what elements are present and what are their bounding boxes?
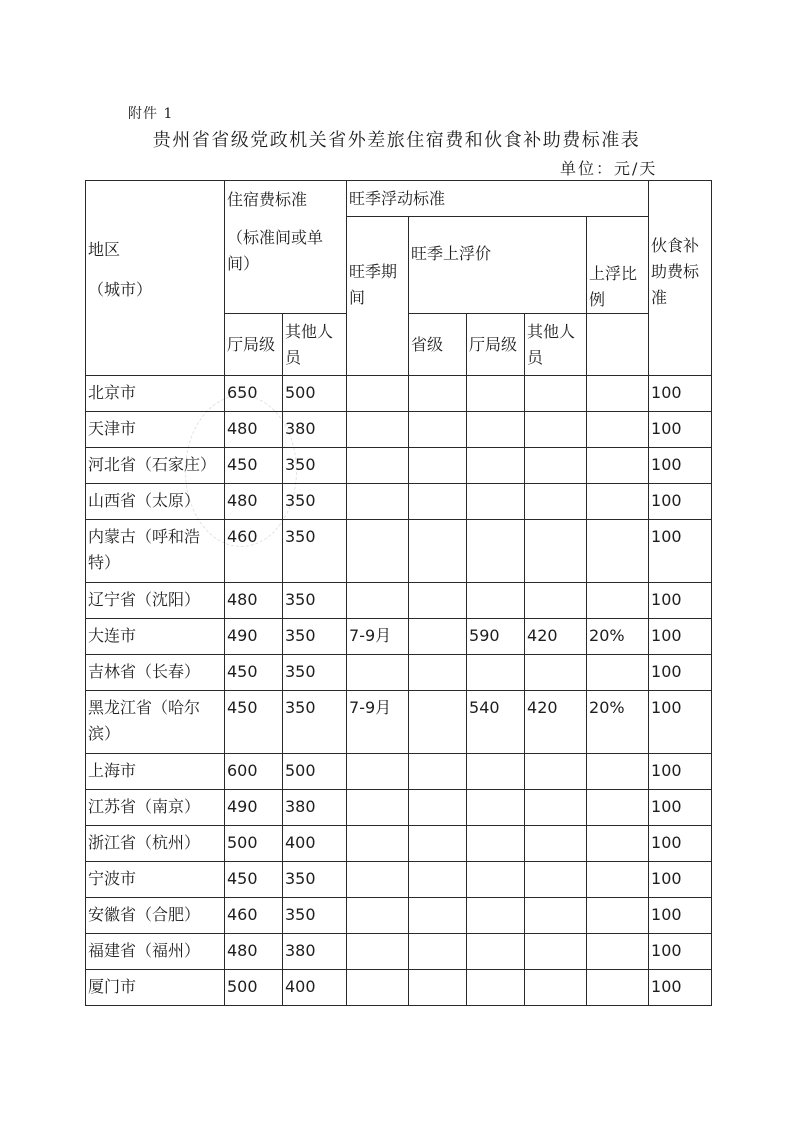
cell-dept-level: 490	[225, 790, 283, 826]
cell-provincial	[409, 934, 467, 970]
cell-peak-period	[347, 826, 409, 862]
cell-others: 350	[283, 898, 347, 934]
cell-peak-others	[525, 934, 587, 970]
cell-peak-period	[347, 376, 409, 412]
cell-others: 380	[283, 790, 347, 826]
cell-float-ratio	[587, 754, 649, 790]
cell-others: 400	[283, 970, 347, 1006]
cell-others: 500	[283, 376, 347, 412]
cell-float-ratio	[587, 448, 649, 484]
cell-peak-dept	[467, 898, 525, 934]
cell-provincial	[409, 583, 467, 619]
cell-peak-dept	[467, 862, 525, 898]
cell-peak-period	[347, 934, 409, 970]
cell-region: 福建省（福州）	[86, 934, 225, 970]
cell-others: 350	[283, 448, 347, 484]
cell-peak-period	[347, 754, 409, 790]
cell-float-ratio	[587, 934, 649, 970]
cell-peak-others	[525, 448, 587, 484]
cell-meal: 100	[649, 790, 712, 826]
cell-region: 北京市	[86, 376, 225, 412]
header-peak-dept: 厅局级	[467, 314, 525, 376]
table-row	[86, 583, 712, 619]
cell-float-ratio	[587, 898, 649, 934]
cell-meal: 100	[649, 826, 712, 862]
cell-region: 内蒙古（呼和浩特）	[86, 520, 225, 583]
table-row	[86, 655, 712, 691]
cell-others: 500	[283, 754, 347, 790]
cell-peak-others	[525, 898, 587, 934]
header-ratio-blank	[587, 314, 649, 376]
attachment-label: 附件 1	[128, 106, 174, 122]
table-row	[86, 826, 712, 862]
cell-others: 350	[283, 484, 347, 520]
cell-peak-dept	[467, 583, 525, 619]
table-row	[86, 484, 712, 520]
cell-provincial	[409, 754, 467, 790]
cell-float-ratio	[587, 970, 649, 1006]
cell-dept-level: 490	[225, 619, 283, 655]
cell-meal: 100	[649, 898, 712, 934]
cell-float-ratio	[587, 520, 649, 583]
cell-peak-dept	[467, 448, 525, 484]
cell-peak-others	[525, 484, 587, 520]
standards-table	[85, 180, 712, 1006]
cell-region: 辽宁省（沈阳）	[86, 583, 225, 619]
cell-float-ratio	[587, 790, 649, 826]
table-row	[86, 520, 712, 583]
cell-peak-period	[347, 484, 409, 520]
cell-peak-period	[347, 790, 409, 826]
cell-peak-dept	[467, 412, 525, 448]
cell-dept-level: 500	[225, 826, 283, 862]
cell-dept-level: 650	[225, 376, 283, 412]
cell-peak-dept	[467, 484, 525, 520]
cell-peak-others: 420	[525, 691, 587, 754]
unit-label: 单位：元/天	[560, 159, 658, 178]
cell-provincial	[409, 619, 467, 655]
cell-region: 大连市	[86, 619, 225, 655]
cell-peak-others	[525, 655, 587, 691]
table-row	[86, 691, 712, 754]
cell-dept-level: 480	[225, 934, 283, 970]
cell-peak-period	[347, 520, 409, 583]
cell-meal: 100	[649, 862, 712, 898]
cell-region: 天津市	[86, 412, 225, 448]
header-lodging-sub: （标准间或单间）	[227, 228, 324, 273]
cell-meal: 100	[649, 619, 712, 655]
cell-float-ratio	[587, 484, 649, 520]
document-title: 贵州省省级党政机关省外差旅住宿费和伙食补助费标准表	[152, 130, 641, 151]
table-row	[86, 790, 712, 826]
cell-meal: 100	[649, 484, 712, 520]
table-row	[86, 412, 712, 448]
cell-region: 宁波市	[86, 862, 225, 898]
cell-dept-level: 500	[225, 970, 283, 1006]
cell-peak-period	[347, 862, 409, 898]
cell-dept-level: 450	[225, 448, 283, 484]
cell-region: 黑龙江省（哈尔滨）	[86, 691, 225, 754]
cell-float-ratio	[587, 583, 649, 619]
cell-provincial	[409, 862, 467, 898]
cell-others: 380	[283, 934, 347, 970]
cell-peak-period: 7-9月	[347, 619, 409, 655]
cell-dept-level: 480	[225, 583, 283, 619]
header-others: 其他人员	[283, 314, 347, 376]
cell-float-ratio: 20%	[587, 691, 649, 754]
cell-provincial	[409, 484, 467, 520]
table-row	[86, 898, 712, 934]
cell-provincial	[409, 520, 467, 583]
cell-peak-period: 7-9月	[347, 691, 409, 754]
cell-region: 厦门市	[86, 970, 225, 1006]
cell-float-ratio	[587, 826, 649, 862]
cell-peak-period	[347, 898, 409, 934]
cell-peak-dept: 540	[467, 691, 525, 754]
cell-peak-period	[347, 655, 409, 691]
cell-meal: 100	[649, 376, 712, 412]
header-dept-level: 厅局级	[225, 314, 283, 376]
cell-peak-period	[347, 583, 409, 619]
table-row	[86, 934, 712, 970]
header-lodging	[225, 181, 347, 314]
cell-meal: 100	[649, 520, 712, 583]
cell-provincial	[409, 412, 467, 448]
cell-peak-others	[525, 520, 587, 583]
cell-peak-others	[525, 412, 587, 448]
cell-peak-dept	[467, 520, 525, 583]
cell-peak-others	[525, 826, 587, 862]
header-region-city: （城市）	[88, 280, 153, 299]
cell-meal: 100	[649, 655, 712, 691]
cell-peak-period	[347, 448, 409, 484]
cell-provincial	[409, 790, 467, 826]
cell-others: 350	[283, 862, 347, 898]
cell-float-ratio: 20%	[587, 619, 649, 655]
cell-peak-others	[525, 790, 587, 826]
header-peak-period: 旺季期间	[347, 217, 409, 376]
cell-region: 河北省（石家庄）	[86, 448, 225, 484]
cell-region: 安徽省（合肥）	[86, 898, 225, 934]
cell-provincial	[409, 826, 467, 862]
header-meal: 伙食补助费标准	[649, 181, 712, 376]
cell-others: 400	[283, 826, 347, 862]
cell-peak-others	[525, 862, 587, 898]
cell-peak-others	[525, 583, 587, 619]
cell-peak-period	[347, 412, 409, 448]
cell-region: 吉林省（长春）	[86, 655, 225, 691]
cell-provincial	[409, 691, 467, 754]
cell-region: 上海市	[86, 754, 225, 790]
cell-meal: 100	[649, 691, 712, 754]
header-provincial: 省级	[409, 314, 467, 376]
header-row-1	[86, 181, 712, 217]
cell-others: 350	[283, 619, 347, 655]
cell-others: 380	[283, 412, 347, 448]
header-lodging-label: 住宿费标准	[227, 190, 308, 209]
cell-float-ratio	[587, 655, 649, 691]
cell-peak-dept	[467, 970, 525, 1006]
table-row	[86, 754, 712, 790]
cell-meal: 100	[649, 934, 712, 970]
cell-dept-level: 460	[225, 520, 283, 583]
header-region-label: 地区	[88, 240, 121, 259]
table-row	[86, 376, 712, 412]
cell-peak-dept	[467, 826, 525, 862]
cell-meal: 100	[649, 754, 712, 790]
cell-others: 350	[283, 520, 347, 583]
header-peak-others: 其他人员	[525, 314, 587, 376]
table-row	[86, 862, 712, 898]
cell-meal: 100	[649, 412, 712, 448]
header-peak-price: 旺季上浮价	[409, 217, 587, 314]
cell-dept-level: 480	[225, 484, 283, 520]
cell-dept-level: 450	[225, 862, 283, 898]
cell-others: 350	[283, 583, 347, 619]
cell-others: 350	[283, 655, 347, 691]
cell-peak-others	[525, 754, 587, 790]
cell-peak-dept	[467, 655, 525, 691]
cell-dept-level: 460	[225, 898, 283, 934]
cell-dept-level: 480	[225, 412, 283, 448]
cell-meal: 100	[649, 583, 712, 619]
header-region	[86, 181, 225, 376]
cell-peak-others	[525, 970, 587, 1006]
cell-peak-dept	[467, 754, 525, 790]
header-peak-float: 旺季浮动标准	[347, 181, 649, 217]
cell-provincial	[409, 448, 467, 484]
cell-provincial	[409, 655, 467, 691]
cell-peak-others	[525, 376, 587, 412]
cell-region: 江苏省（南京）	[86, 790, 225, 826]
cell-peak-dept	[467, 934, 525, 970]
cell-float-ratio	[587, 376, 649, 412]
cell-others: 350	[283, 691, 347, 754]
header-float-ratio: 上浮比例	[587, 217, 649, 314]
table-row	[86, 448, 712, 484]
cell-peak-others: 420	[525, 619, 587, 655]
cell-float-ratio	[587, 412, 649, 448]
cell-peak-period	[347, 970, 409, 1006]
cell-float-ratio	[587, 862, 649, 898]
cell-peak-dept: 590	[467, 619, 525, 655]
cell-dept-level: 600	[225, 754, 283, 790]
cell-meal: 100	[649, 448, 712, 484]
cell-peak-dept	[467, 376, 525, 412]
table-row	[86, 619, 712, 655]
cell-meal: 100	[649, 970, 712, 1006]
cell-dept-level: 450	[225, 691, 283, 754]
cell-provincial	[409, 376, 467, 412]
cell-dept-level: 450	[225, 655, 283, 691]
cell-peak-dept	[467, 790, 525, 826]
table-row	[86, 970, 712, 1006]
cell-provincial	[409, 898, 467, 934]
cell-region: 山西省（太原）	[86, 484, 225, 520]
cell-region: 浙江省（杭州）	[86, 826, 225, 862]
cell-provincial	[409, 970, 467, 1006]
